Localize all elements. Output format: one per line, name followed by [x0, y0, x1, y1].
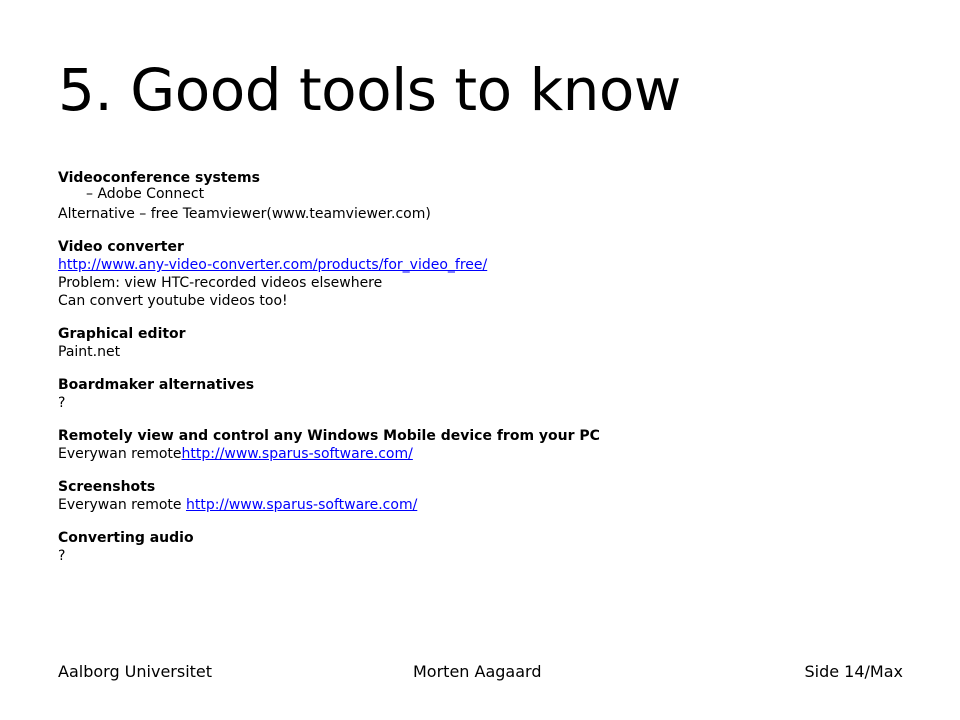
section-videoconference — [58, 170, 918, 223]
section-remote-view — [58, 428, 918, 463]
slide-content — [58, 170, 918, 581]
sparus-software-link[interactable]: http://www.sparus-software.com/ — [181, 446, 413, 462]
section-line: Paint.net — [58, 344, 121, 360]
section-line: Alternative – free Teamviewer(www.teamviewer.com) — [58, 206, 431, 222]
slide-title: 5. Good tools to know — [58, 56, 681, 124]
section-heading: Boardmaker alternatives — [58, 377, 255, 393]
section-heading: Remotely view and control any Windows Mobile device from your PC — [58, 428, 600, 444]
section-line-link — [58, 256, 918, 274]
link-prefix: Everywan remote — [58, 446, 182, 462]
section-subline: – Adobe Connect — [86, 186, 205, 202]
section-line: ? — [58, 395, 66, 411]
footer-university: Aalborg Universitet — [58, 662, 213, 681]
section-line: Problem: view HTC-recorded videos elsewhere — [58, 275, 383, 291]
sparus-software-link-screenshots[interactable]: http://www.sparus-software.com/ — [185, 497, 418, 513]
footer-page-number: Side 14/Max — [804, 662, 903, 681]
section-line-link — [58, 445, 918, 463]
section-line: ? — [58, 548, 66, 564]
section-screenshots — [58, 479, 918, 514]
footer-author: Morten Aagaard — [413, 662, 542, 681]
any-video-converter-link[interactable]: http://www.any-video-converter.com/products/for_video_free/ — [58, 257, 488, 273]
section-heading: Screenshots — [58, 479, 156, 495]
link-prefix: Everywan remote — [58, 497, 186, 513]
section-boardmaker — [58, 377, 918, 412]
section-heading: Videoconference systems — [58, 170, 260, 186]
section-heading: Converting audio — [58, 530, 194, 546]
section-graphical-editor — [58, 326, 918, 361]
section-line-link — [58, 496, 918, 514]
section-converting-audio — [58, 530, 918, 565]
section-video-converter — [58, 239, 918, 310]
section-heading: Graphical editor — [58, 326, 186, 342]
section-line: Can convert youtube videos too! — [58, 293, 288, 309]
section-heading: Video converter — [58, 239, 184, 255]
